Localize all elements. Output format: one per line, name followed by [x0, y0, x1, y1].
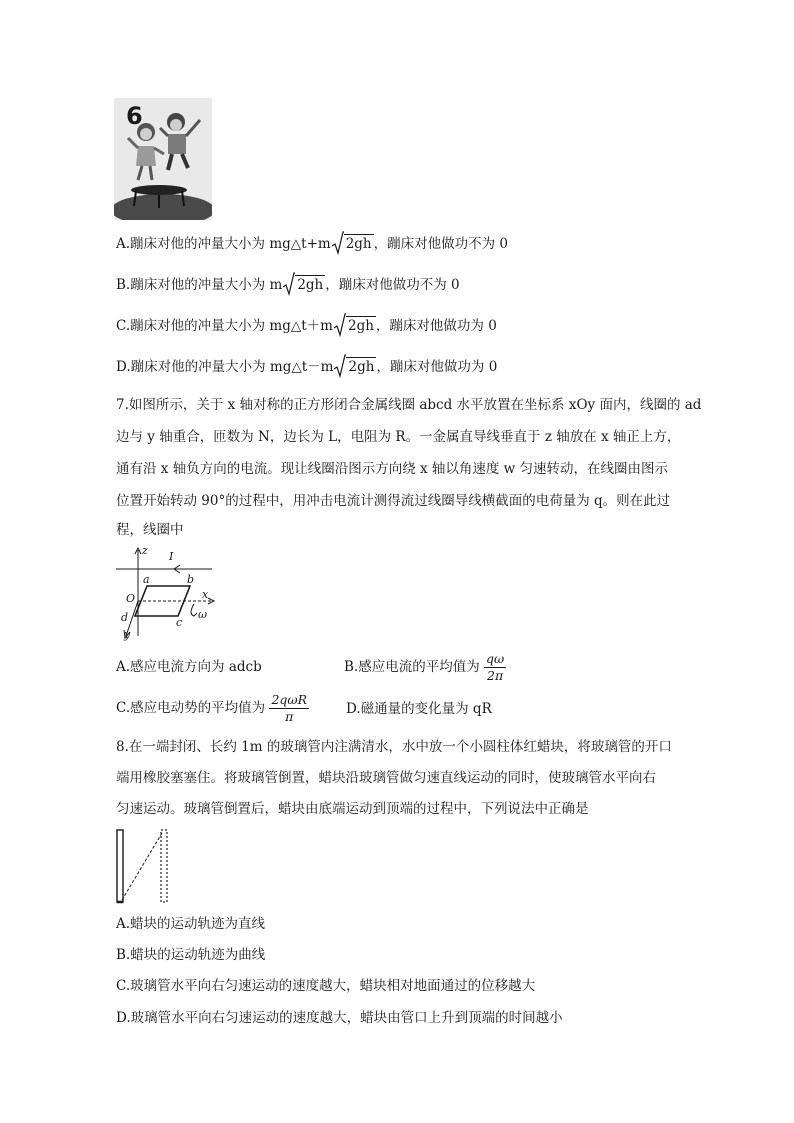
option-b-prefix: B.感应电流的平均值为 — [344, 659, 480, 675]
q6-option-d — [116, 357, 497, 377]
label-origin: O — [126, 592, 136, 605]
sqrt — [334, 357, 376, 377]
q6-option-a — [116, 234, 508, 254]
q8-stem-line-3: 匀速运动。玻璃管倒置后，蜡块由底端运动到顶端的过程中，下列说法中正确是 — [116, 801, 589, 817]
numerator: 2qωR — [271, 692, 307, 707]
q7-option-a: A.感应电流方向为 adcb — [116, 659, 262, 675]
label-omega: ω — [198, 608, 207, 621]
trampoline-figure — [114, 98, 212, 220]
sqrt — [334, 316, 376, 336]
q7-option-b — [344, 650, 506, 684]
q8-option-a: A.蜡块的运动轨迹为直线 — [116, 916, 266, 932]
radical-sign-icon — [334, 354, 346, 378]
radicand: 2gh — [297, 277, 324, 293]
radical-sign-icon — [334, 313, 346, 337]
radical-sign-icon — [283, 272, 295, 296]
radical-sign-icon — [332, 231, 344, 255]
q8-option-c: C.玻璃管水平向右匀速运动的速度越大，蜡块相对地面通过的位移越大 — [116, 978, 536, 994]
label-z: z — [142, 544, 148, 557]
q6-option-c — [116, 316, 497, 336]
denominator: π — [285, 709, 294, 724]
glass-tube-diagram — [114, 828, 174, 906]
q8-option-b: B.蜡块的运动轨迹为曲线 — [116, 947, 266, 963]
label-d: d — [121, 611, 129, 624]
q7-option-c — [116, 691, 309, 725]
option-a-suffix: ，蹦床对他做功不为 0 — [373, 236, 509, 252]
label-a: a — [143, 573, 150, 586]
q7-stem-line-4: 位置开始转动 90°的过程中，用冲击电流计测得流过线圈导线横截面的电荷量为 q。则在此过 — [116, 493, 671, 509]
label-b: b — [187, 573, 195, 586]
radicand: 2gh — [345, 236, 372, 252]
coil-diagram — [114, 544, 218, 644]
q6-option-b — [116, 275, 460, 295]
label-current: I — [169, 550, 174, 563]
denominator: 2π — [487, 668, 504, 683]
sqrt — [283, 275, 325, 295]
q8-stem-line-1: 8.在一端封闭、长约 1m 的玻璃管内注满清水，水中放一个小圆柱体红蜡块，将玻璃管的开口 — [116, 739, 672, 755]
numerator: qω — [486, 651, 505, 666]
radicand: 2gh — [347, 318, 374, 334]
fraction — [484, 651, 506, 684]
label-c: c — [176, 616, 183, 629]
option-d-prefix: D.蹦床对他的冲量大小为 mg△t－m — [116, 359, 334, 375]
q7-stem-line-1: 7.如图所示，关于 x 轴对称的正方形闭合金属线圈 abcd 水平放置在坐标系 xOy 面内，线圈的 ad — [116, 397, 702, 413]
q8-option-d: D.玻璃管水平向右匀速运动的速度越大，蜡块由管口上升到顶端的时间越小 — [116, 1010, 563, 1026]
radicand: 2gh — [348, 359, 375, 375]
option-d-suffix: ，蹦床对他做功为 0 — [376, 359, 498, 375]
label-x: x — [202, 588, 209, 601]
q8-stem-line-2: 端用橡胶塞塞住。将玻璃管倒置，蜡块沿玻璃管做匀速直线运动的同时，使玻璃管水平向右 — [116, 770, 656, 786]
option-c-prefix: C.蹦床对他的冲量大小为 mg△t＋m — [116, 318, 333, 334]
q7-stem-line-2: 边与 y 轴重合，匝数为 N，边长为 L，电阻为 R。一金属直导线垂直于 z 轴放在 x 轴正上方， — [116, 429, 681, 445]
q7-option-d: D.磁通量的变化量为 qR — [346, 701, 492, 717]
q7-stem-line-3: 通有沿 x 轴负方向的电流。现让线圈沿图示方向绕 x 轴以角速度 w 匀速转动，在线圈由图示 — [116, 461, 669, 477]
option-c-prefix: C.感应电动势的平均值为 — [116, 700, 266, 716]
label-y: y — [124, 628, 131, 641]
q7-stem-line-5: 程，线圈中 — [116, 522, 184, 538]
figure-number: 6 — [126, 102, 143, 130]
option-a-prefix: A.蹦床对他的冲量大小为 mg△t+m — [116, 236, 331, 252]
fraction — [269, 692, 309, 725]
option-c-suffix: ，蹦床对他做功为 0 — [375, 318, 497, 334]
glass-tube-svg — [114, 828, 174, 906]
option-b-prefix: B.蹦床对他的冲量大小为 m — [116, 277, 283, 293]
option-b-suffix: ，蹦床对他做功不为 0 — [325, 277, 460, 293]
sqrt — [332, 234, 374, 254]
